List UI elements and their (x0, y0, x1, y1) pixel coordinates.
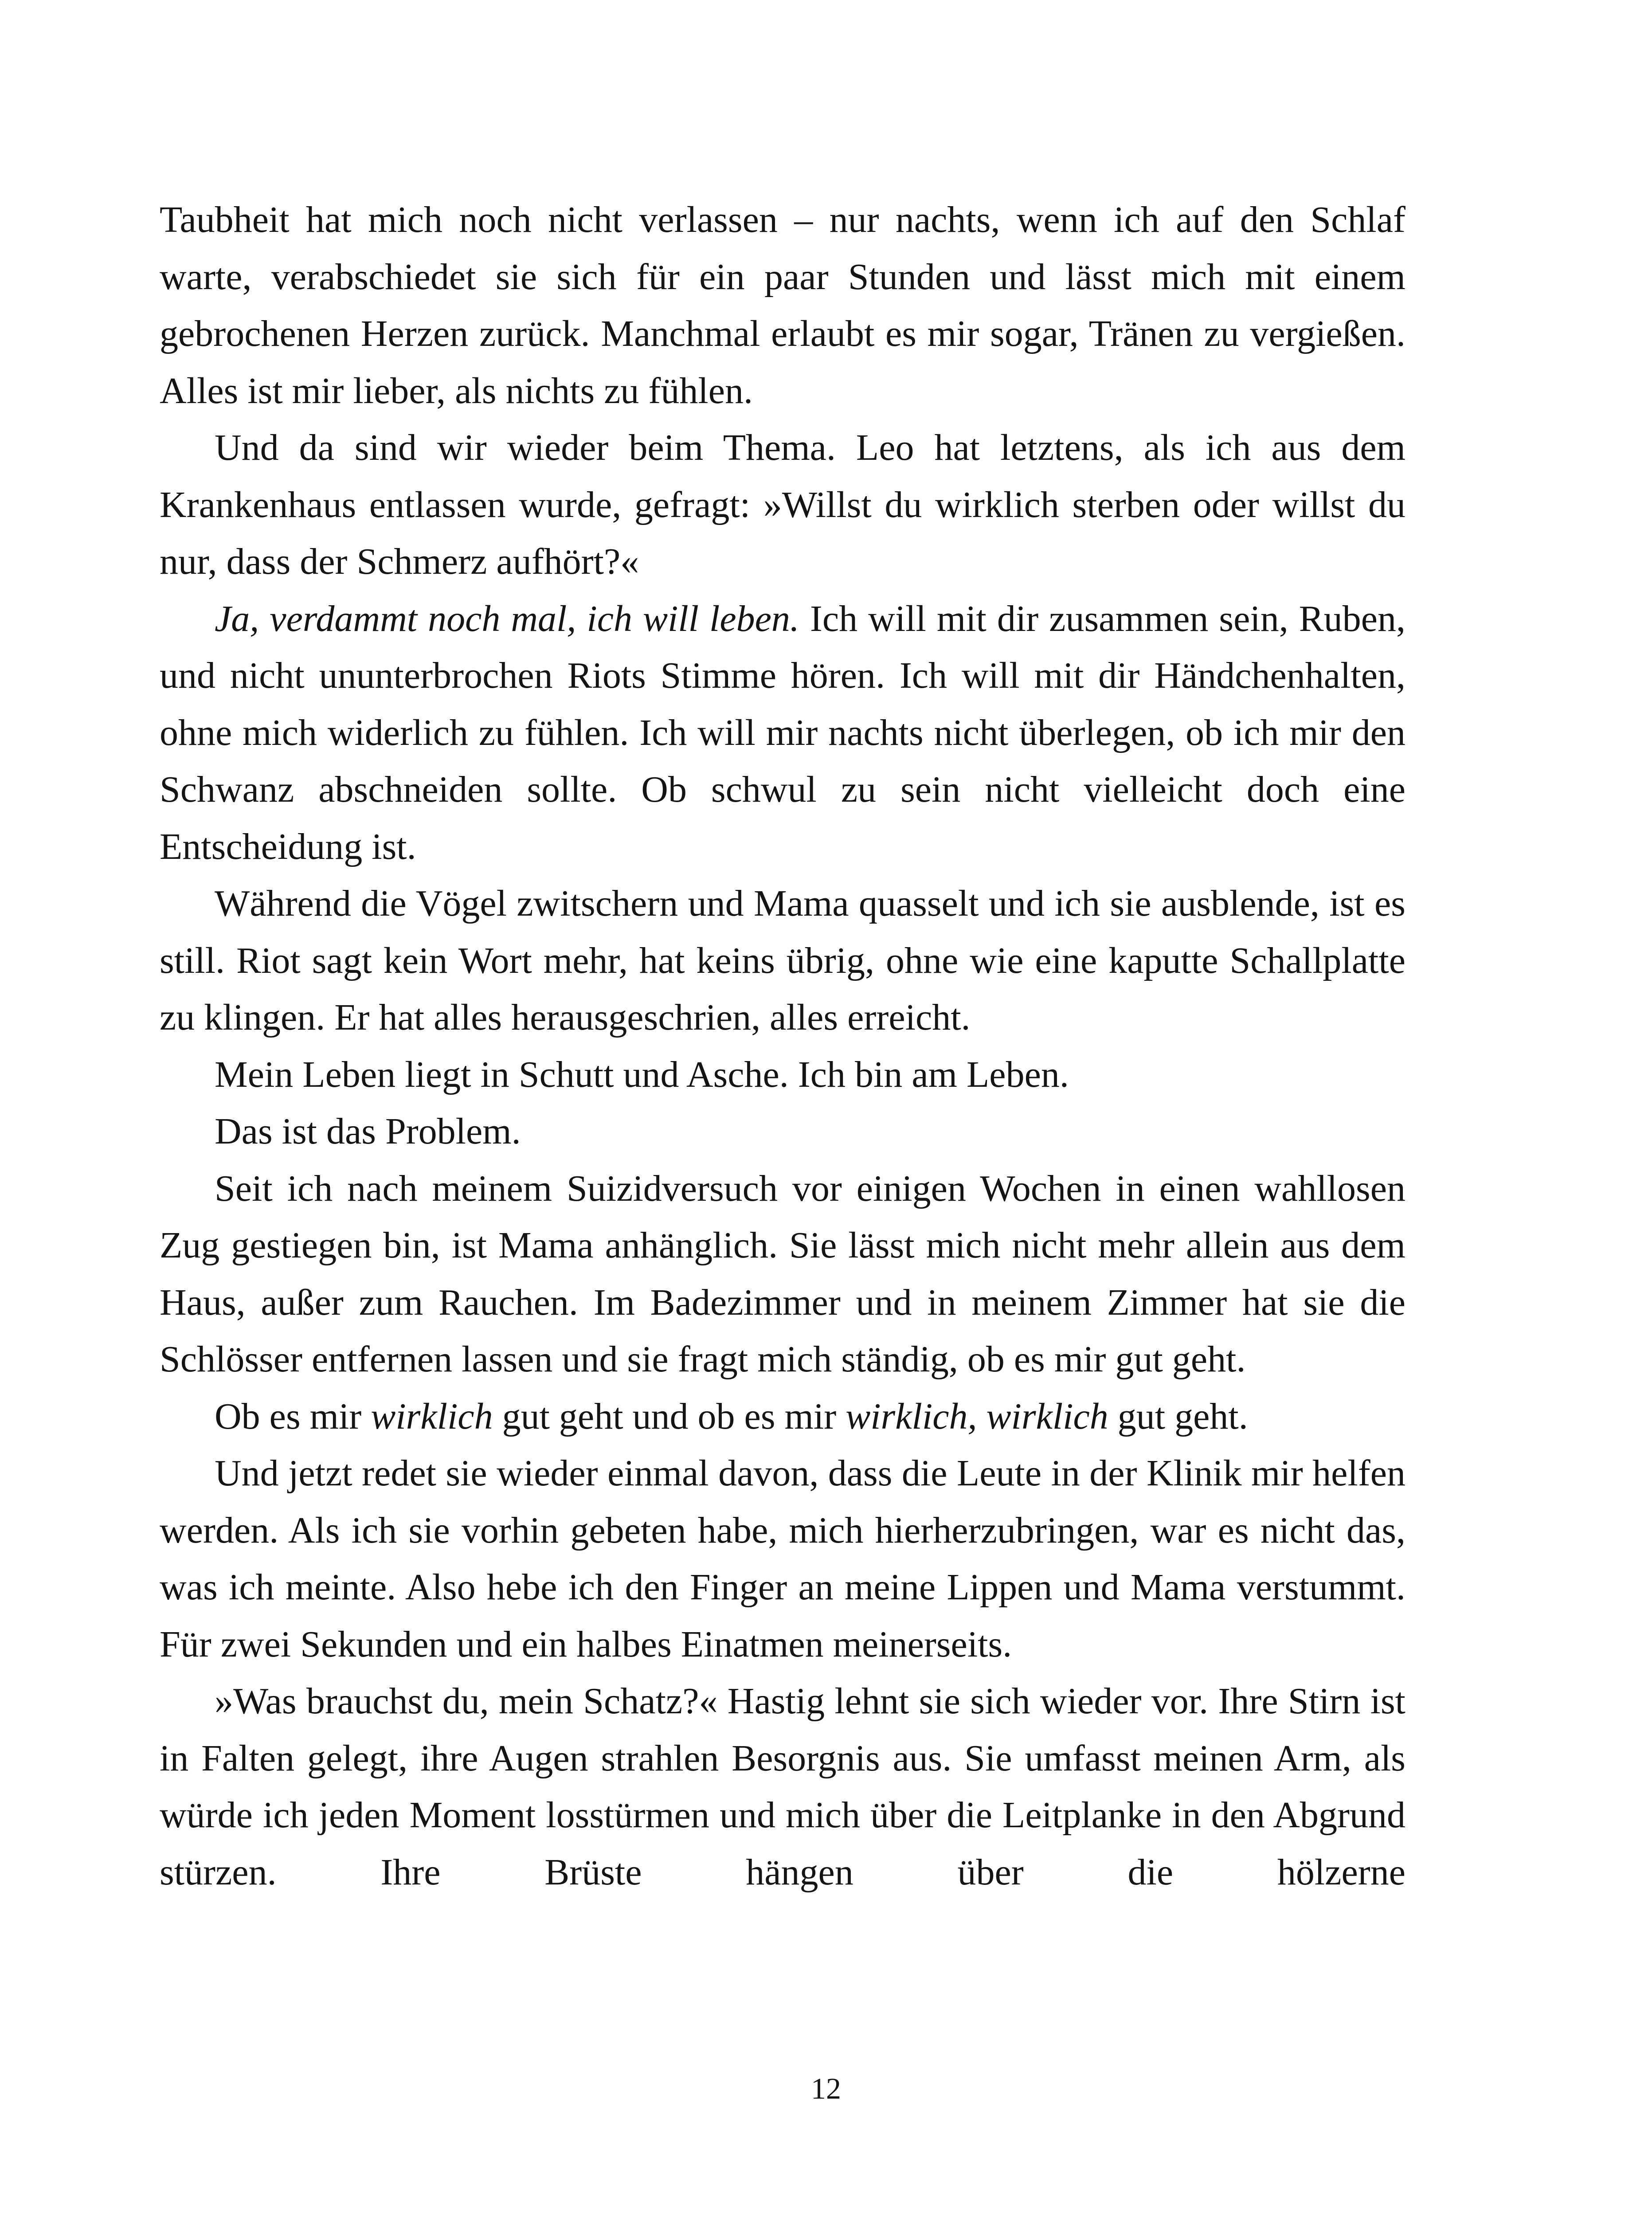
italic-thought: Ja, verdammt noch mal, ich will leben. (215, 598, 799, 639)
paragraph-4 (160, 875, 1405, 1046)
paragraph-text: Und da sind wir wieder beim Thema. Leo hat letztens, als ich aus dem Krankenhaus entlassen wurde, gefragt: »Willst du wirklich sterben oder willst du nur, dass der Schmerz aufhört?« (160, 427, 1405, 582)
italic-emphasis: wirklich, wirklich (846, 1395, 1108, 1437)
paragraph-5 (160, 1046, 1405, 1104)
paragraph-7 (160, 1160, 1405, 1388)
paragraph-text: »Was brauchst du, mein Schatz?« Hastig lehnt sie sich wieder vor. Ihre Stirn ist in Falten gelegt, ihre Augen strahlen Besorgnis aus. Sie umfasst meinen Arm, als würde ich jeden Moment losstürmen und mich über die Leitplanke in den Abgrund stürzen. Ihre Brüste hängen über die hölzerne (160, 1680, 1405, 1893)
paragraph-text: Mein Leben liegt in Schutt und Asche. Ich bin am Leben. (215, 1054, 1069, 1095)
paragraph-8 (160, 1388, 1405, 1445)
paragraph-text: Seit ich nach meinem Suizidversuch vor einigen Wochen in einen wahllosen Zug gestiegen bin, ist Mama anhänglich. Sie lässt mich nicht mehr allein aus dem Haus, außer zum Rauchen. Im Badezimmer und in meinem Zimmer hat sie die Schlösser entfernen lassen und sie fragt mich ständig, ob es mir gut geht. (160, 1167, 1405, 1380)
paragraph-text: gut geht. (1108, 1395, 1248, 1437)
paragraph-9 (160, 1445, 1405, 1673)
paragraph-text: Und jetzt redet sie wieder einmal davon, dass die Leute in der Klinik mir helfen werden. Als ich sie vorhin gebeten habe, mich hierherzubringen, war es nicht das, was ich meinte. Also hebe ich den Finger an meine Lippen und Mama verstummt. Für zwei Sekunden und ein halbes Einatmen meinerseits. (160, 1453, 1405, 1665)
body-text (160, 192, 1405, 1901)
paragraph-text: Taubheit hat mich noch nicht verlassen – nur nachts, wenn ich auf den Schlaf warte, verabschiedet sie sich für ein paar Stunden und lässt mich mit einem gebrochenen Herzen zurück. Manchmal erlaubt es mir sogar, Tränen zu vergießen. Alles ist mir lieber, als nichts zu fühlen. (160, 199, 1405, 411)
paragraph-1 (160, 192, 1405, 419)
paragraph-text: Ich will mit dir zusammen sein, Ruben, und nicht ununterbrochen Riots Stimme hören. Ich will mit dir Händchenhalten, ohne mich widerlich zu fühlen. Ich will mir nachts nicht überlegen, ob ich mir den Schwanz abschneiden sollte. Ob schwul zu sein nicht vielleicht doch eine Entscheidung ist. (160, 598, 1405, 867)
italic-emphasis: wirklich (371, 1395, 493, 1437)
paragraph-10 (160, 1673, 1405, 1901)
paragraph-text: Während die Vögel zwitschern und Mama quasselt und ich sie ausblende, ist es still. Riot sagt kein Wort mehr, hat keins übrig, ohne wie eine kaputte Schallplatte zu klingen. Er hat alles herausgeschrien, alles erreicht. (160, 883, 1405, 1038)
paragraph-text: Das ist das Problem. (215, 1111, 521, 1152)
paragraph-3 (160, 591, 1405, 876)
paragraph-text: gut geht und ob es mir (493, 1395, 846, 1437)
paragraph-2 (160, 419, 1405, 591)
paragraph-text: Ob es mir (215, 1395, 371, 1437)
paragraph-6 (160, 1103, 1405, 1160)
page-number: 12 (811, 2072, 841, 2105)
